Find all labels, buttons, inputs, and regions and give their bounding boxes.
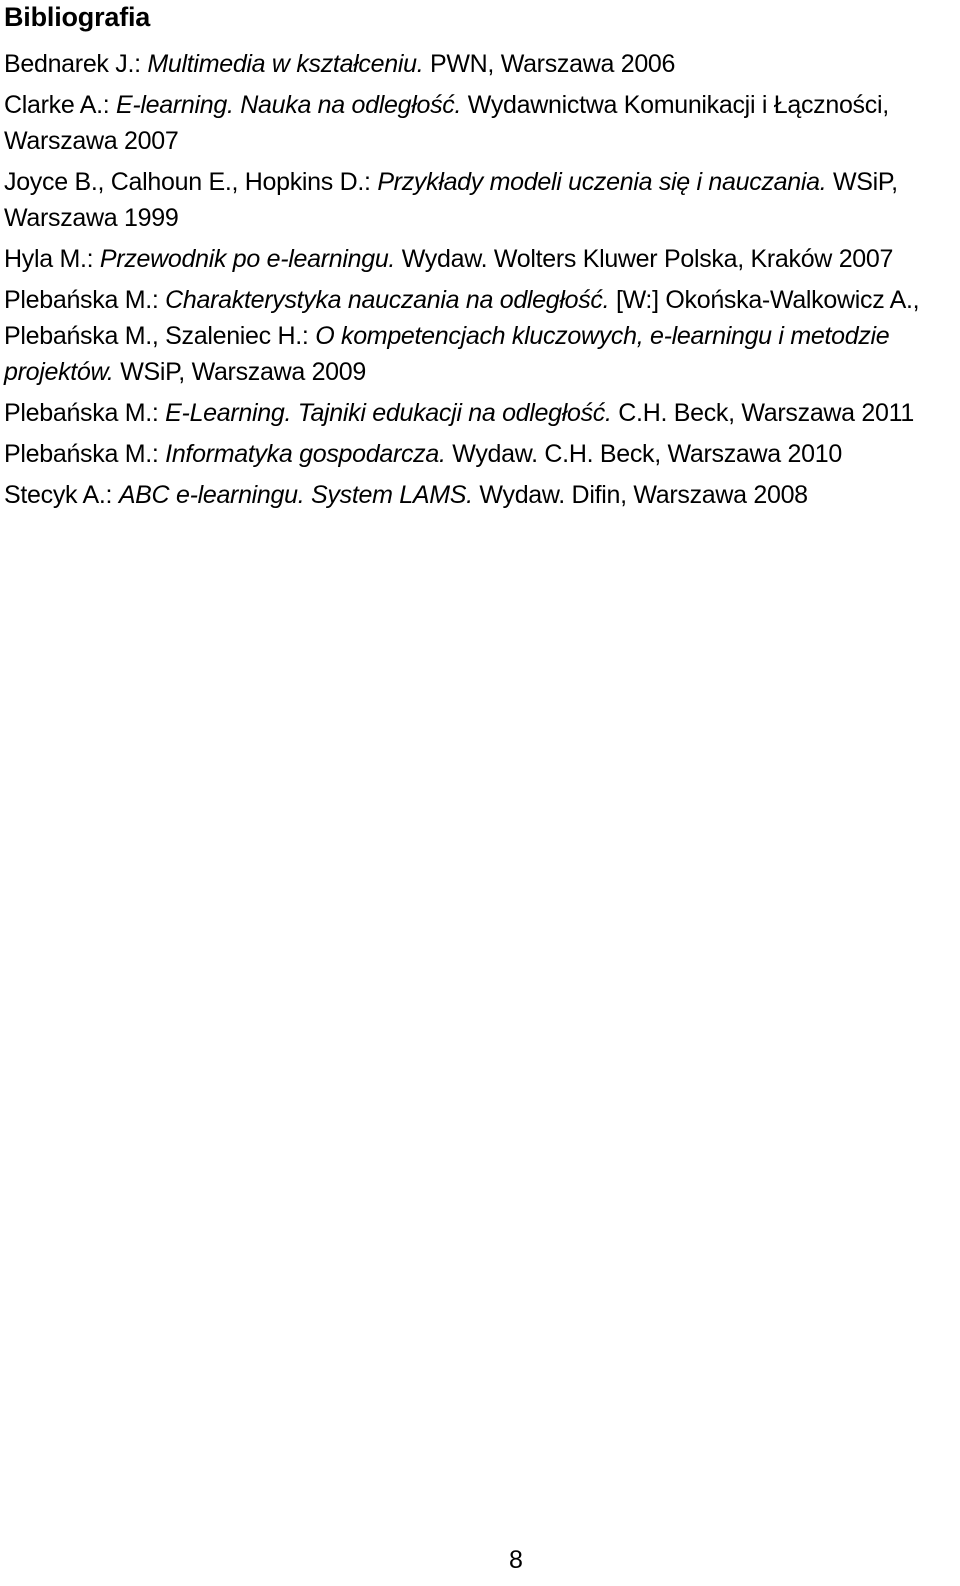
entry-author: Bednarek J.: xyxy=(4,50,148,78)
entry-title-secondary: O kompetencjach kluczowych, e-learningu i metodzie projektów. xyxy=(4,322,890,386)
entry-publisher: [W:] Okońska-Walkowicz A., Plebańska M., Szaleniec H.: xyxy=(4,286,920,350)
entry-title: Informatyka gospodarcza. xyxy=(165,440,446,468)
entry-author: Plebańska M.: xyxy=(4,399,166,427)
bibliography-entry xyxy=(4,87,954,159)
entry-author: Stecyk A.: xyxy=(4,481,119,509)
entry-title: ABC e-learningu. System LAMS. xyxy=(118,481,473,509)
entry-publisher: Wydaw. C.H. Beck, Warszawa 2010 xyxy=(445,440,842,468)
entry-title: E-Learning. Tajniki edukacji na odległość. xyxy=(165,399,612,427)
bibliography-entry xyxy=(4,477,954,513)
bibliography-entry xyxy=(4,395,954,431)
entry-author: Joyce B., Calhoun E., Hopkins D.: xyxy=(4,168,378,196)
entry-title: E-learning. Nauka na odległość. xyxy=(116,91,462,119)
entry-publisher: PWN, Warszawa 2006 xyxy=(423,50,676,78)
entry-publisher: Wydawnictwa Komunikacji i Łączności, Warszawa 2007 xyxy=(4,91,889,155)
bibliography-entry xyxy=(4,164,954,236)
entry-author: Hyla M.: xyxy=(4,245,100,273)
entry-title: Multimedia w kształceniu. xyxy=(147,50,424,78)
entry-publisher-secondary: WSiP, Warszawa 2009 xyxy=(113,358,366,386)
entry-publisher: C.H. Beck, Warszawa 2011 xyxy=(611,399,914,427)
entry-title: Przykłady modeli uczenia się i nauczania. xyxy=(377,168,827,196)
page-title: Bibliografia xyxy=(4,2,151,32)
entry-title: Przewodnik po e-learningu. xyxy=(99,245,396,273)
bibliography-entry xyxy=(4,436,954,472)
entry-title: Charakterystyka nauczania na odległość. xyxy=(165,286,610,314)
bibliography-entry xyxy=(4,46,954,82)
page-number: 8 xyxy=(509,1546,523,1574)
entry-publisher: Wydaw. Difin, Warszawa 2008 xyxy=(472,481,808,509)
entry-publisher: Wydaw. Wolters Kluwer Polska, Kraków 2007 xyxy=(395,245,894,273)
entry-author: Plebańska M.: xyxy=(4,440,166,468)
bibliography-list xyxy=(4,46,954,518)
bibliography-entry xyxy=(4,282,954,390)
bibliography-entry xyxy=(4,241,954,277)
entry-author: Clarke A.: xyxy=(4,91,117,119)
entry-author: Plebańska M.: xyxy=(4,286,166,314)
entry-publisher: WSiP, Warszawa 1999 xyxy=(4,168,898,232)
